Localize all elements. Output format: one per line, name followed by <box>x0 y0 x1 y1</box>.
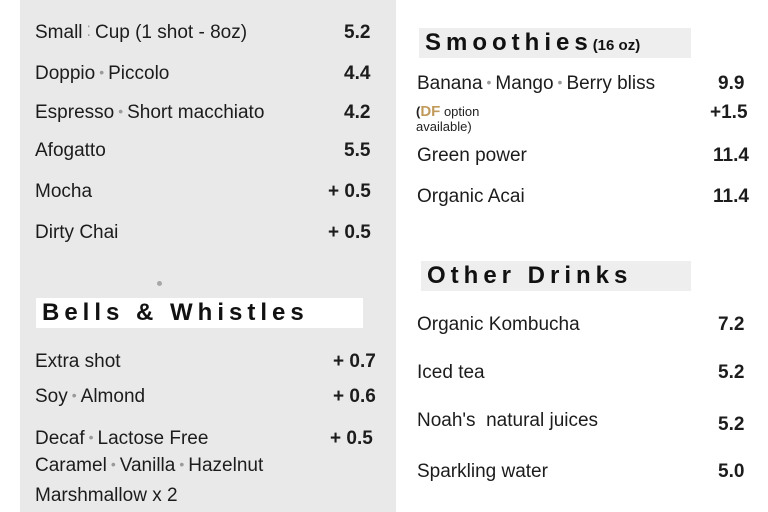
item-price: 9.9 <box>718 73 745 94</box>
item-price: +1.5 <box>710 102 748 123</box>
item-name: Piccolo <box>108 63 170 84</box>
item-price: + 0.6 <box>333 386 376 407</box>
item-name: Lactose Free <box>97 428 209 449</box>
menu-item-espresso <box>35 102 264 124</box>
menu-item-decaf-lactose-free <box>35 428 208 450</box>
item-name: Soy <box>35 386 68 407</box>
separator-dot: • <box>71 387 77 403</box>
dairy-free-note <box>416 104 479 134</box>
item-price: + 0.5 <box>330 428 373 449</box>
item-name: Afogatto <box>35 140 106 161</box>
item-name: Doppio <box>35 63 96 84</box>
df-option-text: option <box>440 104 480 119</box>
menu-item-iced-tea <box>417 362 485 384</box>
separator-dot: • <box>179 456 185 472</box>
menu-item-marshmallow <box>35 485 178 507</box>
item-name: Almond <box>80 386 146 407</box>
item-price: + 0.5 <box>328 222 371 243</box>
item-price: 5.2 <box>344 22 371 43</box>
item-name: Decaf <box>35 428 85 449</box>
section-title-smoothies <box>419 28 691 58</box>
item-name: Hazelnut <box>188 455 264 476</box>
item-price: 11.4 <box>713 186 749 207</box>
separator-dot: • <box>88 429 94 445</box>
menu-item-doppio <box>35 63 169 85</box>
menu-item-organic-kombucha <box>417 314 580 336</box>
df-label: DF <box>420 103 441 120</box>
item-name: Organic Acai <box>417 186 525 207</box>
section-title-text: Smoothies <box>425 29 593 56</box>
item-name: Espresso <box>35 102 115 123</box>
item-price: + 0.7 <box>333 351 376 372</box>
item-price: 5.5 <box>344 140 371 161</box>
item-name: Mango <box>495 73 554 94</box>
item-price: 5.0 <box>718 461 745 482</box>
menu-item-dirty-chai <box>35 222 118 244</box>
item-name: Iced tea <box>417 362 485 383</box>
section-title-other-drinks: Other Drinks <box>421 261 691 291</box>
separator-dot: • <box>486 74 492 90</box>
item-name: Green power <box>417 145 527 166</box>
separator-dots: ⁚ <box>86 23 91 39</box>
menu-item-extra-shot <box>35 351 121 373</box>
df-note-paren: ( <box>416 104 421 119</box>
menu-item-organic-acai <box>417 186 525 208</box>
item-name: Berry bliss <box>566 73 656 94</box>
menu-item-afogatto <box>35 140 106 162</box>
separator-dot: • <box>557 74 563 90</box>
item-price: 11.4 <box>713 145 749 166</box>
item-price: 4.2 <box>344 102 371 123</box>
item-price: 5.2 <box>718 362 745 383</box>
item-price: 4.4 <box>344 63 371 84</box>
item-name: Organic Kombucha <box>417 314 580 335</box>
separator-dot: • <box>110 456 116 472</box>
menu-item-mocha <box>35 181 92 203</box>
df-available-text: available) <box>416 119 472 134</box>
menu-item-sparkling-water <box>417 461 548 483</box>
separator-dot: • <box>118 103 124 119</box>
item-name: Caramel <box>35 455 107 476</box>
item-name: Banana <box>417 73 483 94</box>
item-name: Short macchiato <box>127 102 265 123</box>
item-name: Small <box>35 22 83 43</box>
item-name: Marshmallow x 2 <box>35 485 178 506</box>
item-name: Sparkling water <box>417 461 548 482</box>
menu-item-syrups <box>35 455 263 477</box>
item-name: Vanilla <box>119 455 176 476</box>
menu-item-green-power <box>417 145 527 167</box>
menu-item-natural-juices <box>417 410 598 432</box>
separator-dot: • <box>99 64 105 80</box>
item-name: Mocha <box>35 181 93 202</box>
item-price: 5.2 <box>718 414 745 435</box>
item-price: + 0.5 <box>328 181 371 202</box>
item-name: Cup (1 shot - 8oz) <box>94 22 248 43</box>
size-note: (16 oz) <box>592 37 641 54</box>
item-price: 7.2 <box>718 314 745 335</box>
item-name: Extra shot <box>35 351 121 372</box>
menu-item-small-cup <box>35 22 247 44</box>
menu-item-soy-almond <box>35 386 145 408</box>
menu-item-banana-mango-berry <box>417 73 655 95</box>
item-name: Dirty Chai <box>35 222 119 243</box>
section-title-bells-whistles: Bells & Whistles <box>36 298 363 328</box>
item-name: Noah's natural juices <box>417 410 599 431</box>
decorative-dot <box>157 281 162 286</box>
